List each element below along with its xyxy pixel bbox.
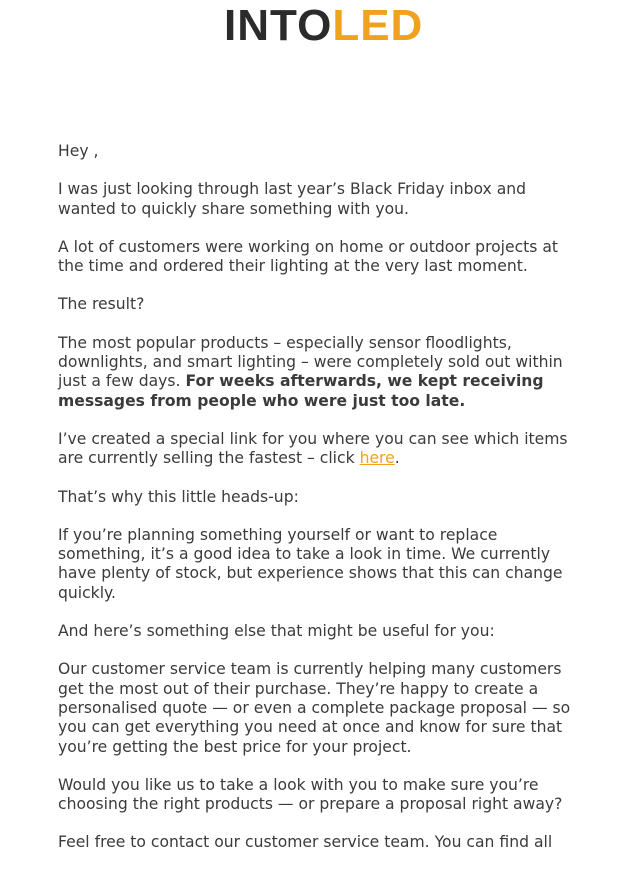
logo-text-into: INTO [224, 1, 333, 50]
special-link-text: I’ve created a special link for you where you can see which items are currently selling the fastest – click [58, 429, 568, 468]
here-link[interactable]: here [359, 449, 395, 468]
paragraph-heads-up: That’s why this little heads-up: [58, 487, 299, 506]
paragraph-planning: If you’re planning something yourself or want to replace something, it’s a good idea to take a look in time. We currently have plenty of stock, but experience shows that this can change quickly. [58, 525, 563, 602]
popular-products-bold: For weeks afterwards, we kept receiving messages from people who were just too late. [58, 372, 544, 410]
email-header [0, 0, 640, 60]
paragraph-popular-products [58, 334, 588, 411]
popular-products-text: The most popular products – especially sensor floodlights, downlights, and smart lighting – were completely sold out within just a few days. [58, 333, 563, 391]
brand-logo[interactable] [224, 1, 424, 50]
paragraph-special-link [58, 430, 588, 469]
paragraph-customer-service: Our customer service team is currently helping many customers get the most out of their purchase. They’re happy to create a personalised quote — or even a complete package proposal — so you can get everything you need at once and know for sure that you’re getting the best price for your project. [58, 660, 571, 756]
paragraph-something-else: And here’s something else that might be useful for you: [58, 622, 495, 641]
paragraph-intro: I was just looking through last year’s Black Friday inbox and wanted to quickly share something with you. [58, 180, 527, 218]
special-link-end: . [394, 449, 400, 468]
paragraph-question: Would you like us to take a look with you to make sure you’re choosing the right products — or prepare a proposal right away? [58, 775, 563, 814]
email-body [58, 142, 588, 872]
paragraph-customers: A lot of customers were working on home or outdoor projects at the time and ordered their lighting at the very last moment. [58, 237, 559, 276]
greeting: Hey , [58, 142, 99, 160]
paragraph-result: The result? [58, 295, 145, 314]
paragraph-contact: Feel free to contact our customer service team. You can find all [58, 833, 553, 852]
logo-text-led: LED [332, 1, 424, 50]
